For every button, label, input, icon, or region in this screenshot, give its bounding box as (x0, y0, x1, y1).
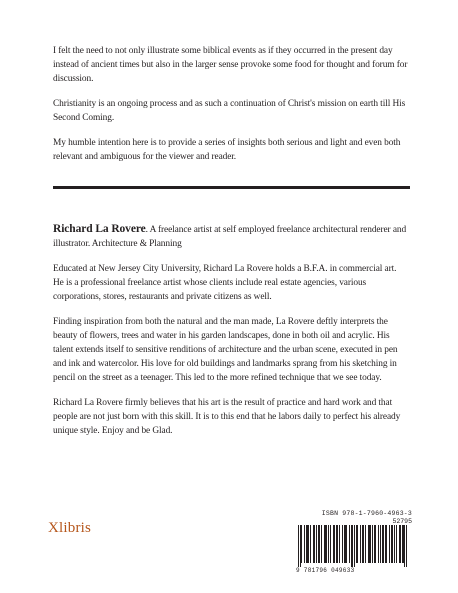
author-bio-section (53, 222, 409, 449)
barcode-bar (349, 525, 350, 563)
barcode-bar (300, 525, 301, 567)
barcode-bar (375, 525, 376, 563)
barcode-bar (389, 525, 390, 563)
intro-paragraph: My humble intention here is to provide a series of insights both serious and light and even both relevant and ambiguous for the viewer and reader. (53, 138, 401, 162)
price-code: 52795 (392, 518, 412, 525)
barcode-bar (328, 525, 329, 563)
barcode-bar (402, 525, 403, 563)
barcode-bar (316, 525, 317, 563)
author-tagline: . A freelance artist at self employed freelance architectural renderer and illustrator. Architecture & Planning (53, 225, 407, 249)
barcode-bar (326, 525, 327, 563)
barcode-bar (324, 525, 325, 563)
barcode-bar (333, 525, 334, 563)
barcode-bar (385, 525, 386, 563)
intro-paragraph: I felt the need to not only illustrate some biblical events as if they occurred in the present day instead of ancient times but also in the larger sense provoke some food for thought and forum for discussion. (53, 46, 408, 84)
barcode-bar (354, 525, 355, 567)
barcode-digits: 9 781796 049633 (296, 567, 355, 574)
barcode-bar (321, 525, 322, 563)
author-intro-paragraph (53, 222, 409, 251)
barcode-bar (370, 525, 371, 563)
barcode-bar (406, 525, 407, 567)
barcode-bar (337, 525, 338, 563)
intro-section (53, 44, 409, 175)
barcode-bar (304, 525, 305, 563)
publisher-logo: Xlibris (48, 520, 92, 536)
barcode-bar (374, 525, 375, 563)
barcode-bar (344, 525, 345, 563)
barcode-bar (342, 525, 343, 563)
barcode-bar (360, 525, 361, 563)
barcode-bar (404, 525, 405, 567)
barcode-bar (396, 525, 397, 563)
barcode-bar (352, 525, 353, 567)
barcode-bar (382, 525, 383, 563)
barcode-bar (339, 525, 340, 563)
barcode-bar (403, 525, 404, 563)
barcode-bar (357, 525, 358, 563)
barcode-bar (399, 525, 400, 563)
barcode-bar (383, 525, 384, 563)
barcode-bar (378, 525, 379, 563)
barcode-bar (391, 525, 392, 563)
section-divider (53, 186, 410, 189)
barcode-bar (351, 525, 352, 567)
bio-paragraph: Richard La Rovere firmly believes that his art is the result of practice and hard work and that people are not just born with this skill. It is to this end that he labors daily to perfect his already unique style. Enjoy and be Glad. (53, 398, 401, 436)
barcode-bar (325, 525, 326, 563)
barcode-bars (296, 525, 412, 567)
author-name: Richard La Rovere (53, 223, 146, 235)
barcode-bar (319, 525, 320, 563)
bio-paragraph: Educated at New Jersey City University, Richard La Rovere holds a B.F.A. in commercial art. He is a professional freelance artist whose clients include real estate agencies, various corporations, stores, restaurants and private citizens as well. (53, 264, 397, 302)
barcode-bar (380, 525, 381, 563)
barcode-bar (372, 525, 373, 563)
barcode-bar (400, 525, 401, 563)
isbn-label: ISBN 978-1-7960-4963-3 (321, 510, 412, 517)
barcode-bar (392, 525, 393, 563)
barcode-bar (334, 525, 335, 563)
barcode-bar (307, 525, 308, 563)
bio-paragraph: Finding inspiration from both the natural and the man made, La Rovere deftly interprets the beauty of flowers, trees and water in his garden landscapes, done in both oil and acrylic. His talent extends itself to sensitive renditions of architecture and the urban scene, executed in pen and ink and watercolor. His love for old buildings and landmarks sprang from his sketching in pencil on the street as a teenager. This led to the more refined technique that we see today. (53, 317, 398, 383)
barcode-bar (368, 525, 369, 563)
barcode-bar (386, 525, 387, 563)
barcode-bar (394, 525, 395, 563)
barcode-bar (346, 525, 347, 563)
barcode-bar (363, 525, 364, 563)
barcode-bar (308, 525, 309, 563)
barcode-bar (369, 525, 370, 563)
barcode-bar (365, 525, 366, 563)
barcode-bar (356, 525, 357, 563)
intro-paragraph: Christianity is an ongoing process and as such a continuation of Christ's mission on earth till His Second Coming. (53, 99, 406, 123)
barcode-bar (306, 525, 307, 563)
barcode-bar (313, 525, 314, 563)
barcode-bar (298, 525, 299, 567)
barcode-bar (310, 525, 311, 563)
barcode-bar (301, 525, 302, 563)
barcode-bar (345, 525, 346, 563)
barcode-bar (362, 525, 363, 563)
isbn-barcode (296, 510, 412, 578)
barcode-bar (314, 525, 315, 563)
barcode-bar (336, 525, 337, 563)
barcode-bar (318, 525, 319, 563)
barcode-bar (330, 525, 331, 563)
